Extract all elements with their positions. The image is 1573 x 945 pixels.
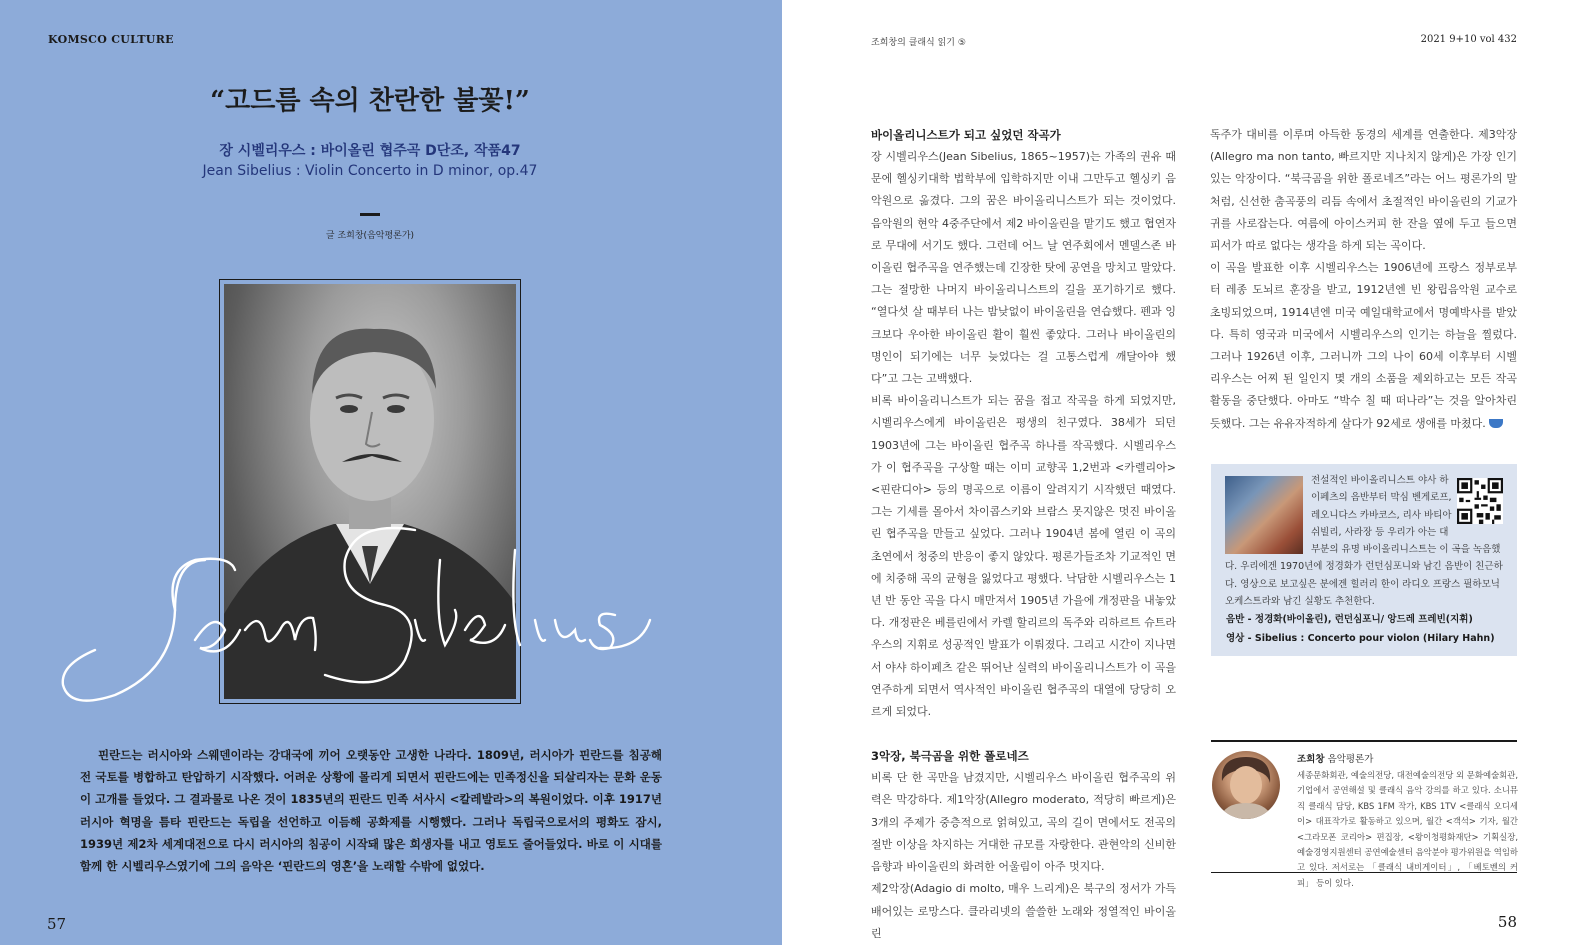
body-paragraph: 독주가 대비를 이루며 아득한 동경의 세계를 연출한다. 제3악장(Allegro ma non tanto, 빠르지만 지나치지 않게)은 가장 인기있는 악장이다. “북극곰을 위한 폴로네즈”라는 어느 평론가의 말처럼, 신선한 춤곡풍의 리듬 속에서 초절적인 바이올린의 기교가 귀를 사로잡는다. 여름에 아이스커피 한 잔을 옆에 두고 들으면 피서가 따로 없다는 생각을 하게 되는 곡이다. [1210, 128, 1517, 253]
author-name: 조희창 [1297, 754, 1325, 765]
author-avatar [1212, 751, 1280, 819]
body-paragraph: 비록 바이올리니스트가 되는 꿈을 접고 작곡을 하게 되었지만, 시벨리우스에게 바이올린은 평생의 친구였다. 38세가 되던 1903년에 그는 바이올린 협주곡 하나를 작곡했다. 시벨리우스가 이 협주곡을 구상할 때는 이미 교향곡 1,2번과 <카렐리아> <핀란디아> 등의 명곡으로 이름이 알려지기 시작했던 때였다. 그는 기세를 몰아서 차이콥스키와 브람스 못지않은 멋진 바이올린 협주곡을 만들고 싶었다. 그러나 1904년 봄에 열린 이 곡의 초연에서 청중의 반응이 좋지 않았다. 평론가들조차 기교적인 면에 치중해 곡의 균형을 잃었다고 평했다. 낙담한 시벨리우스는 1년 반 동안 곡을 다시 매만져서 1905년 가을에 개정판을 내놓았다. 개정판은 베를린에서 카렐 할리르의 독주와 리하르트 슈트라우스의 지휘로 성공적인 발표가 이뤄졌다. 그리고 시간이 지나면서 야샤 하이페츠 같은 뛰어난 실력의 바이올리니스트가 이 곡을 연주하게 되면서 역사적인 바이올린 협주곡의 대열에 당당히 오르게 되었다. [871, 394, 1176, 719]
body-column-1 [871, 124, 1176, 945]
author-divider [1211, 740, 1517, 742]
signature-jean-sibelius [55, 500, 655, 720]
album-recommendation: 음반 - 정경화(바이올린), 런던심포니/ 앙드레 프레빈(지휘) [1226, 614, 1473, 625]
left-page [0, 0, 782, 945]
end-mark-icon [1489, 419, 1503, 428]
video-recommendation: 영상 - Sibelius : Concerto pour violon (Hilary Hahn) [1226, 633, 1495, 644]
body-column-2 [1210, 124, 1517, 435]
intro-paragraph: 핀란드는 러시아와 스웨덴이라는 강대국에 끼어 오랫동안 고생한 나라다. 1809년, 러시아가 핀란드를 침공해 전 국토를 병합하고 탄압하기 시작했다. 어려운 상황에 몰리게 되면서 핀란드에는 민족정신을 되살리자는 문화 운동이 고개를 들었다. 그 결과물로 나온 것이 1835년의 핀란드 민족 서사시 <칼레발라>의 복원이었다. 이후 1917년 러시아 혁명을 틈타 핀란드는 독립을 선언하고 이듬해 공화제를 시행했다. 그러나 독립국으로서의 평화도 잠시, 1939년 제2차 세계대전으로 다시 러시아의 침공이 시작돼 많은 희생자를 내고 영토도 줄어들었다. 바로 이 시대를 함께 한 시벨리우스였기에 그의 음악은 ‘핀란드의 영혼’을 노래할 수밖에 없었다. [80, 748, 662, 874]
author-name-line [1297, 751, 1373, 765]
series-header: 조희창의 클래식 읽기 ⑤ [871, 38, 966, 48]
title-divider [360, 213, 380, 216]
subtitle-korean: 장 시벨리우스 : 바이올린 협주곡 D단조, 작품47 [219, 143, 521, 159]
section-heading-polonaise: 3악장, 북극곰을 위한 폴로네즈 [871, 749, 1029, 764]
listening-text [1225, 472, 1505, 610]
author-bottom-divider [1211, 872, 1517, 873]
author-bio: 세종문화회관, 예술의전당, 대전예술의전당 외 문화예술회관, 기업에서 공연해설 및 클래식 음악 강의를 하고 있다. 소니뮤직 클래식 담당, KBS 1FM 작가, KBS 1TV <클래식 오디세이> 대표작가로 활동하고 있으며, 월간 <객석> 기자, 월간 <그라모폰 코리아> 편집장, <왕이청평화재단> 기획실장, 예술경영지원센터 공연예술센터 음악분야 평가위원을 역임하고 있다. 저서로는 「클래식 내비게이터」, 「베토벤의 커피」 등이 있다. [1297, 770, 1518, 888]
body-paragraph: 제2악장(Adagio di molto, 매우 느리게)은 북구의 정서가 가득 배어있는 로망스다. 클라리넷의 쓸쓸한 노래와 정열적인 바이올린 [871, 882, 1176, 940]
article-title: “고드름 속의 찬란한 불꽃!” [210, 86, 530, 116]
body-paragraph-text: 이 곡을 발표한 이후 시벨리우스는 1906년에 프랑스 정부로부터 레종 도뇌르 훈장을 받고, 1912년엔 빈 왕립음악원 교수로 초빙되었으며, 1914년엔 미국 예일대학교에서 명예박사를 받았다. 특히 영국과 미국에서 시벨리우스의 인기는 하늘을 찔렀다. 그러나 1926년 이후, 그러니까 그의 나이 60세 이후부터 시벨리우스는 어찌 된 일인지 몇 개의 소품을 제외하고는 모든 작곡 활동을 중단했다. 아마도 “박수 칠 때 떠나라”는 것을 알아차린 듯했다. 그는 유유자적하게 살다가 92세로 생애를 마쳤다. [1210, 261, 1517, 430]
page-number-right: 58 [1497, 913, 1517, 931]
subtitle-english: Jean Sibelius : Violin Concerto in D minor, op.47 [202, 163, 538, 179]
body-paragraph: 비록 단 한 곡만을 남겼지만, 시벨리우스 바이올린 협주곡의 위력은 막강하다. 제1악장(Allegro moderato, 적당히 빠르게)은 3개의 주제가 중층적으로 얽혀있고, 곡의 길이 면에서도 전곡의 절반 이상을 차지하는 거대한 규모를 자랑한다. 관현악의 신비한 음향과 바이올린의 화려한 어울림이 아주 멋지다. [871, 771, 1176, 874]
body-paragraph [1210, 257, 1517, 435]
section-heading-violinist: 바이올리니스트가 되고 싶었던 작곡가 [871, 128, 1061, 142]
brand-header: KOMSCO CULTURE [48, 33, 174, 46]
issue-header: 2021 9+10 vol 432 [1420, 34, 1517, 45]
byline: 글 조희창(음악평론가) [325, 231, 415, 241]
author-role: 음악평론가 [1327, 754, 1374, 765]
page-number-left: 57 [47, 915, 67, 933]
listening-recommendation-box [1211, 464, 1517, 656]
right-page [782, 0, 1573, 945]
listening-description: 전설적인 바이올리니스트 야사 하이페츠의 음반부터 막심 벤게로프, 레오니다스 카바코스, 리사 바티아쉬빌리, 사라장 등 우리가 아는 대부분의 유명 바이올리니스트는 이 곡을 녹음했다. 우리에겐 1970년에 정경화가 런던심포니와 남긴 음반이 친근하다. 영상으로 보고싶은 분에겐 힐러리 한이 라디오 프랑스 필하모닉 오케스트라와 남긴 실황도 추천한다. [1225, 475, 1503, 608]
body-paragraph: 장 시벨리우스(Jean Sibelius, 1865~1957)는 가족의 권유 때문에 헬싱키대학 법학부에 입학하지만 이내 그만두고 헬싱키 음악원으로 옮겼다. 그의 꿈은 바이올리니스트가 되는 것이었다. 음악원의 현악 4중주단에서 제2 바이올린을 맡기도 했고 협연자로 무대에 서기도 했다. 그런데 어느 날 연주회에서 멘델스존 바이올린 협주곡을 연주했는데 긴장한 탓에 공연을 망치고 말았다. 그는 절망한 나머지 바이올리니스트의 길을 포기하기로 했다. “열다섯 살 때부터 나는 밤낮없이 바이올린을 연습했다. 펜과 잉크보다 우아한 바이올린 활이 훨씬 좋았다. 그러나 바이올린의 명인이 되기에는 너무 늦었다는 걸 고통스럽게 깨달아야 했다”고 그는 고백했다. [871, 150, 1176, 386]
